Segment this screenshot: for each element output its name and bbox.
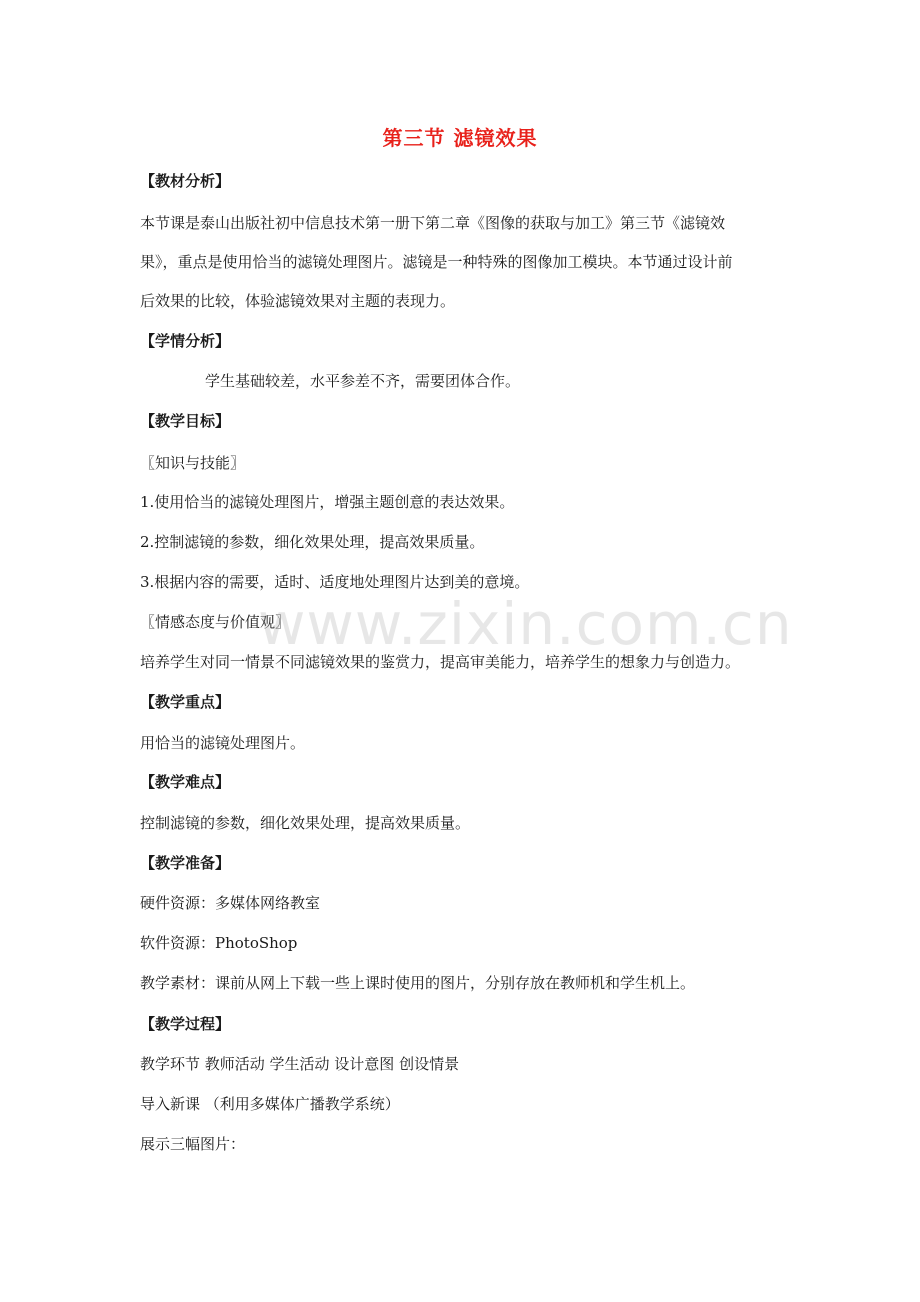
paragraph-line: 学生基础较差，水平参差不齐，需要团体合作。 [205,372,521,390]
section-heading-preparation: 【教学准备】 [140,854,231,872]
section-heading-textbook-analysis: 【教材分析】 [140,172,231,190]
paragraph-line: 软件资源：PhotoShop [140,934,298,952]
subheading-attitude-values: 〖情感态度与价值观〗 [140,613,291,631]
list-item: 3.根据内容的需要，适时、适度地处理图片达到美的意境。 [140,573,530,591]
paragraph-line: 展示三幅图片： [140,1135,246,1153]
paragraph-line: 本节课是泰山出版社初中信息技术第一册下第二章《图像的获取与加工》第三节《滤镜效 [140,214,726,232]
paragraph-line: 后效果的比较，体验滤镜效果对主题的表现力。 [140,292,456,310]
section-heading-teaching-goals: 【教学目标】 [140,412,231,430]
paragraph-line: 果》，重点是使用恰当的滤镜处理图片。滤镜是一种特殊的图像加工模块。本节通过设计前 [140,253,733,271]
subheading-knowledge-skills: 〖知识与技能〗 [140,454,246,472]
paragraph-line: 硬件资源：多媒体网络教室 [140,894,321,912]
paragraph-line: 教学素材：课前从网上下载一些上课时使用的图片，分别存放在教师机和学生机上。 [140,974,696,992]
paragraph-line: 用恰当的滤镜处理图片。 [140,734,306,752]
paragraph-line: 导入新课 （利用多媒体广播教学系统） [140,1095,400,1113]
section-heading-key-points: 【教学重点】 [140,693,231,711]
list-item: 2.控制滤镜的参数，细化效果处理，提高效果质量。 [140,533,485,551]
list-item: 1.使用恰当的滤镜处理图片，增强主题创意的表达效果。 [140,493,515,511]
section-heading-difficulties: 【教学难点】 [140,773,231,791]
paragraph-line: 培养学生对同一情景不同滤镜效果的鉴赏力，提高审美能力，培养学生的想象力与创造力。 [140,653,741,671]
paragraph-line: 控制滤镜的参数，细化效果处理，提高效果质量。 [140,814,471,832]
document-title: 第三节 滤镜效果 [382,126,538,150]
watermark: www.zixin.com.cn [258,590,793,658]
section-heading-student-analysis: 【学情分析】 [140,332,231,350]
paragraph-line: 教学环节 教师活动 学生活动 设计意图 创设情景 [140,1055,460,1073]
section-heading-process: 【教学过程】 [140,1015,231,1033]
